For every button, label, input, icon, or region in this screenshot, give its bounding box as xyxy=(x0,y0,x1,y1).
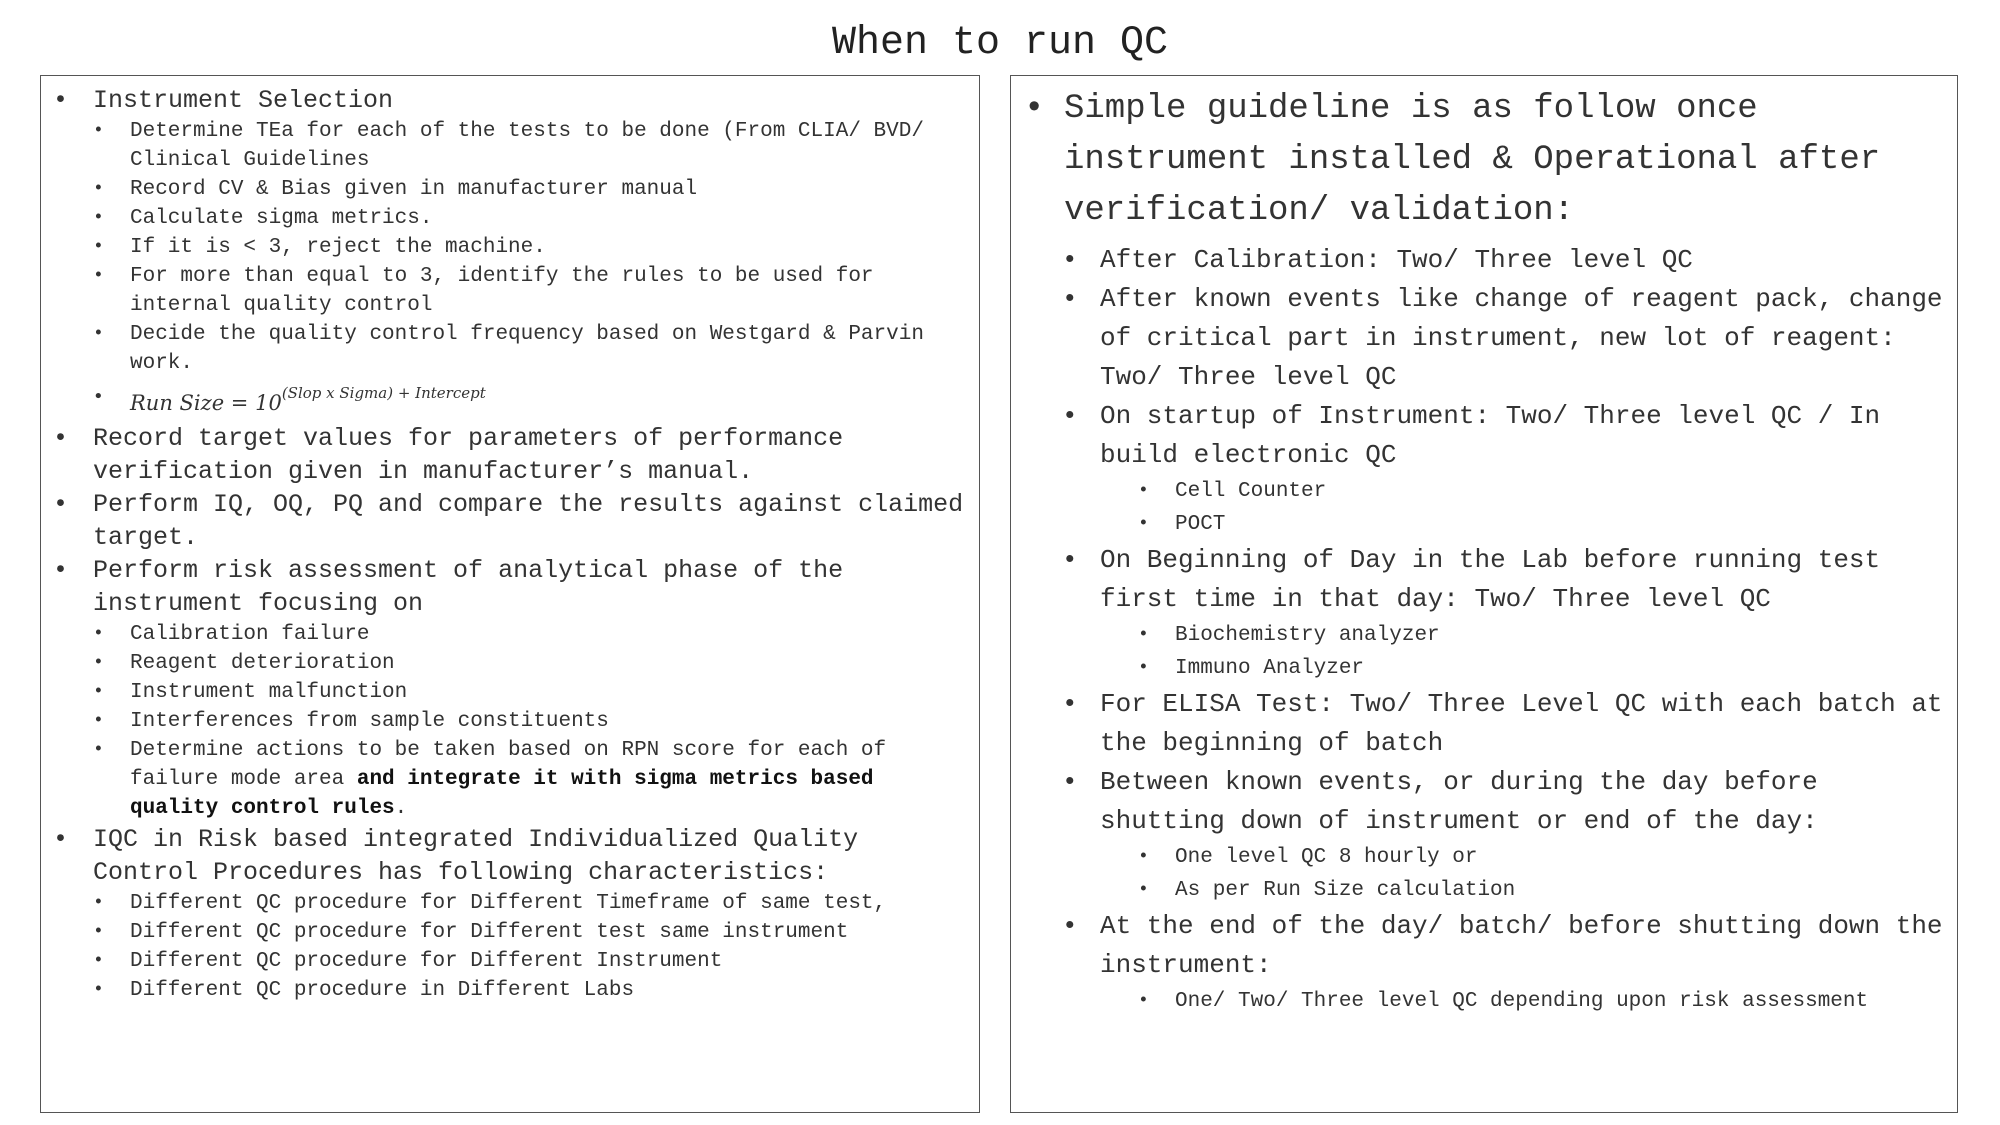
iqc-item: • IQC in Risk based integrated Individualized Quality Control Procedures has following characteristics: xyxy=(53,823,973,889)
risk-assessment-item: • Perform risk assessment of analytical phase of the instrument focusing on xyxy=(53,554,973,620)
list-item: • POCT xyxy=(1022,508,1952,541)
formula-exponent: (Slop x Sigma) + Intercept xyxy=(281,384,486,402)
rpn-bold-text: and integrate it with sigma metrics based quality control rules xyxy=(130,768,874,820)
list-item: • Calibration failure xyxy=(53,620,973,649)
end-of-day-item: • At the end of the day/ batch/ before shutting down the instrument: xyxy=(1022,907,1952,985)
list-item: • Cell Counter xyxy=(1022,475,1952,508)
beginning-of-day-item: • On Beginning of Day in the Lab before running test first time in that day: Two/ Three level QC xyxy=(1022,541,1952,619)
list-item: • Biochemistry analyzer xyxy=(1022,619,1952,652)
list-item: • Different QC procedure for Different Instrument xyxy=(53,947,973,976)
record-target-item: • Record target values for parameters of performance verification given in manufacturer’s manual. xyxy=(53,422,973,488)
list-item: • Different QC procedure for Different test same instrument xyxy=(53,918,973,947)
elisa-item: • For ELISA Test: Two/ Three Level QC with each batch at the beginning of batch xyxy=(1022,685,1952,763)
list-item: • One/ Two/ Three level QC depending upon risk assessment xyxy=(1022,985,1952,1018)
right-bullet-list xyxy=(1022,84,1952,1018)
instrument-selection-item: • Instrument Selection xyxy=(53,84,973,117)
page-title: When to run QC xyxy=(831,21,1169,66)
run-size-formula xyxy=(53,378,973,422)
rpn-text: Determine actions to be taken based on RPN score for each of failure mode area xyxy=(130,739,887,791)
list-item: • Decide the quality control frequency based on Westgard & Parvin work. xyxy=(53,320,973,378)
after-known-events-item: • After known events like change of reagent pack, change of critical part in instrument, new lot of reagent: Two/ Three level QC xyxy=(1022,280,1952,397)
list-item: • Determine TEa for each of the tests to be done (From CLIA/ BVD/ Clinical Guidelines xyxy=(53,117,973,175)
between-events-item: • Between known events, or during the day before shutting down of instrument or end of the day: xyxy=(1022,763,1952,841)
list-item: • Calculate sigma metrics. xyxy=(53,204,973,233)
guideline-intro: • Simple guideline is as follow once instrument installed & Operational after verification/ validation: xyxy=(1022,84,1952,237)
rpn-item xyxy=(53,736,973,823)
list-item: • Different QC procedure in Different Labs xyxy=(53,976,973,1005)
formula-base: Run Size = 10 xyxy=(130,391,282,415)
on-startup-item: • On startup of Instrument: Two/ Three level QC / In build electronic QC xyxy=(1022,397,1952,475)
left-bullet-list xyxy=(53,84,973,1005)
list-item: • Interferences from sample constituents xyxy=(53,707,973,736)
list-item: • As per Run Size calculation xyxy=(1022,874,1952,907)
list-item: • For more than equal to 3, identify the rules to be used for internal quality control xyxy=(53,262,973,320)
list-item: • Record CV & Bias given in manufacturer manual xyxy=(53,175,973,204)
list-item: • Reagent deterioration xyxy=(53,649,973,678)
list-item: • Immuno Analyzer xyxy=(1022,652,1952,685)
list-item: • Different QC procedure for Different Timeframe of same test, xyxy=(53,889,973,918)
rpn-end: . xyxy=(394,797,408,820)
list-item: • If it is < 3, reject the machine. xyxy=(53,233,973,262)
perform-iq-item: • Perform IQ, OQ, PQ and compare the results against claimed target. xyxy=(53,488,973,554)
list-item: • One level QC 8 hourly or xyxy=(1022,841,1952,874)
after-calibration-item: • After Calibration: Two/ Three level QC xyxy=(1022,241,1952,280)
list-item: • Instrument malfunction xyxy=(53,678,973,707)
